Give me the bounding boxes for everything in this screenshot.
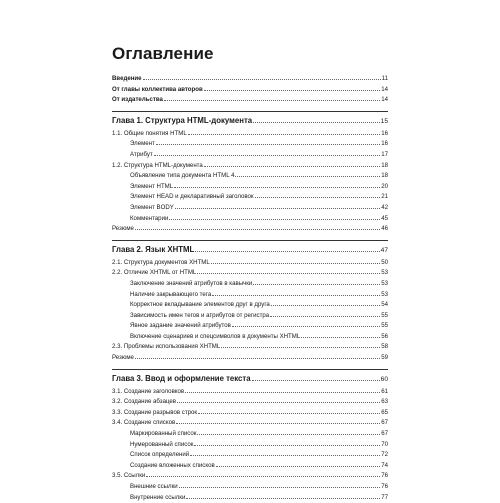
toc-page-number: 61 [381,387,388,395]
toc-entry-label: Создание вложенных списков [130,461,215,469]
toc-entry-label: 3.2. Создание абзацев [112,398,177,406]
toc-entry-label: Объявление типа документа HTML 4 [130,172,235,180]
dot-leader [164,93,380,101]
toc-entry-label: Нумерованный список [130,440,194,448]
toc-page-number: 20 [381,182,388,190]
toc-section-row [112,256,388,267]
toc-page-number: 14 [381,96,388,104]
toc-page-number: 53 [381,290,388,298]
toc-subsection-row [112,480,388,491]
toc-page-number: 59 [381,354,388,362]
chapter-page-number: 15 [380,117,388,125]
toc-entry-label: Корректное вкладывание элементов друг в друга [130,301,270,309]
chapters-list [112,111,388,501]
dot-leader [197,427,380,435]
toc-entry-label: Внешние ссылки [130,483,178,490]
toc-entry-label: Элемент BODY [130,203,174,211]
dot-leader [252,371,380,381]
chapter-page-number: 60 [380,375,388,383]
dot-leader [174,180,380,188]
chapter-page-number: 47 [380,246,388,254]
dot-leader [204,159,380,167]
toc-page-number: 58 [381,343,388,351]
toc-page-number: 54 [381,301,388,309]
dot-leader [197,266,380,274]
toc-entry-label: Резюме [112,354,134,362]
toc-page-number: 72 [381,451,388,459]
toc-entry-label: 3.3. Создание разрывов строк [112,408,198,416]
toc-page-number: 74 [381,461,388,469]
chapter-block [112,369,388,502]
dot-leader [211,256,380,264]
toc-entry-label: 1.1. Общие понятия HTML [112,129,187,137]
dot-leader [176,416,380,424]
table-of-contents [112,72,388,501]
toc-subsection-row [112,438,388,449]
dot-leader [198,406,380,414]
toc-row-publisher [112,93,388,104]
dot-leader [135,222,380,230]
dot-leader [186,491,380,499]
toc-subsection-row [112,190,388,201]
toc-entry-label: 2.1. Структура документов XHTML [112,258,210,266]
toc-summary-row [112,222,388,233]
toc-page-number: 55 [381,311,388,319]
toc-row-authors [112,83,388,94]
toc-subsection-row [112,319,388,330]
toc-page-number: 42 [381,203,388,211]
toc-page-number: 77 [381,493,388,501]
toc-section-row [112,340,388,351]
toc-entry-label: Атрибут [130,150,153,158]
toc-entry-label: Заключение значений атрибутов в кавычки [130,279,253,287]
chapter-block [112,111,388,233]
toc-page-number: 18 [381,172,388,180]
toc-entry-label: 2.2. Отличие XHTML от HTML [112,269,197,277]
toc-page-number: 53 [381,279,388,287]
chapter-heading [112,111,388,127]
toc-entry-label: Маркированный список [130,430,197,438]
dot-leader [169,212,380,220]
toc-summary-row [112,351,388,362]
toc-page-number: 14 [381,85,388,93]
dot-leader [190,448,380,456]
dot-leader [195,242,379,252]
toc-entry-label: Элемент HTML [130,182,174,190]
toc-entry-label: От главы коллектива авторов [112,85,203,93]
toc-section-row [112,127,388,138]
toc-entry-label: Явное задание значений атрибутов [130,322,231,330]
toc-page-number: 16 [381,140,388,148]
toc-page-number: 53 [381,269,388,277]
dot-leader [212,288,380,296]
toc-page-number: 46 [381,225,388,233]
toc-page-number: 65 [381,408,388,416]
toc-section-row [112,469,388,480]
toc-section-row [112,416,388,427]
toc-subsection-row [112,427,388,438]
toc-page-number: 63 [381,398,388,406]
chapter-block [112,240,388,362]
toc-page-number: 67 [381,430,388,438]
chapter-heading [112,240,388,256]
toc-page-number: 16 [381,129,388,137]
dot-leader [270,309,380,317]
dot-leader [253,113,380,123]
toc-page-number: 70 [381,440,388,448]
toc-entry-label: Элемент [130,140,155,148]
toc-page-number: 56 [381,332,388,340]
toc-subsection-row [112,137,388,148]
dot-leader [177,395,380,403]
chapter-heading [112,369,388,385]
toc-entry-label: Введение [112,75,142,82]
toc-entry-label: Внутренние ссылки [130,493,186,501]
toc-section-row [112,395,388,406]
dot-leader [232,319,380,327]
toc-subsection-row [112,459,388,470]
dot-leader [194,438,380,446]
dot-leader [301,330,380,338]
toc-entry-label: 2.3. Проблемы использования XHTML [112,343,221,351]
toc-subsection-row [112,298,388,309]
dot-leader [185,385,380,393]
dot-leader [179,480,381,488]
toc-entry-label: Наличие закрывающего тега [130,290,212,298]
dot-leader [143,72,381,80]
toc-subsection-row [112,277,388,288]
toc-subsection-row [112,309,388,320]
dot-leader [188,127,381,135]
toc-page-number: 11 [381,75,388,82]
dot-leader [253,277,380,285]
toc-entry-label: Список определений [130,451,190,459]
page-title: Оглавление [112,44,214,63]
toc-page-number: 21 [381,193,388,201]
chapter-title: Глава 2. Язык XHTML [112,244,195,254]
toc-entry-label: Комментарии [130,214,169,222]
toc-entry-label: 3.4. Создание списков [112,419,176,427]
chapter-title: Глава 3. Ввод и оформление текста [112,373,251,383]
toc-subsection-row [112,212,388,223]
toc-page-number: 18 [381,161,388,169]
toc-subsection-row [112,448,388,459]
toc-section-row [112,266,388,277]
dot-leader [204,83,381,91]
dot-leader [154,148,381,156]
toc-section-row [112,406,388,417]
toc-subsection-row [112,330,388,341]
dot-leader [135,351,380,359]
dot-leader [271,298,380,306]
dot-leader [216,459,381,467]
toc-subsection-row [112,169,388,180]
toc-entry-label: 3.5. Ссылки [112,472,146,480]
chapter-title: Глава 1. Структура HTML-документа [112,115,253,125]
toc-entry-label: Элемент HEAD и декларативный заголовок [130,193,254,201]
toc-section-row [112,385,388,396]
toc-page-number: 76 [381,472,388,480]
toc-entry-label: Зависимость имен тегов и атрибутов от регистра [130,311,270,319]
toc-entry-label: От издательства [112,96,163,104]
toc-row-intro [112,72,388,83]
toc-subsection-row [112,201,388,212]
toc-page-number: 76 [381,483,388,490]
toc-page-number: 17 [381,150,388,158]
intro-section [112,72,388,104]
toc-subsection-row [112,148,388,159]
toc-entry-label: Включение сценариев и спецсимволов в документы XHTML [130,332,301,340]
dot-leader [175,201,380,209]
dot-leader [146,469,380,477]
toc-section-row [112,159,388,170]
toc-subsection-row [112,180,388,191]
dot-leader [255,190,381,198]
toc-page-number: 50 [381,258,388,266]
toc-entry-label: 3.1. Создание заголовков [112,387,185,395]
toc-page-number: 67 [381,419,388,427]
dot-leader [235,169,380,177]
toc-entry-label: Резюме [112,225,134,233]
toc-entry-label: 1.2. Структура HTML-документа [112,161,203,169]
dot-leader [156,137,380,145]
dot-leader [221,340,380,348]
toc-subsection-row [112,288,388,299]
toc-page-number: 45 [381,214,388,222]
toc-page-number: 55 [381,322,388,330]
